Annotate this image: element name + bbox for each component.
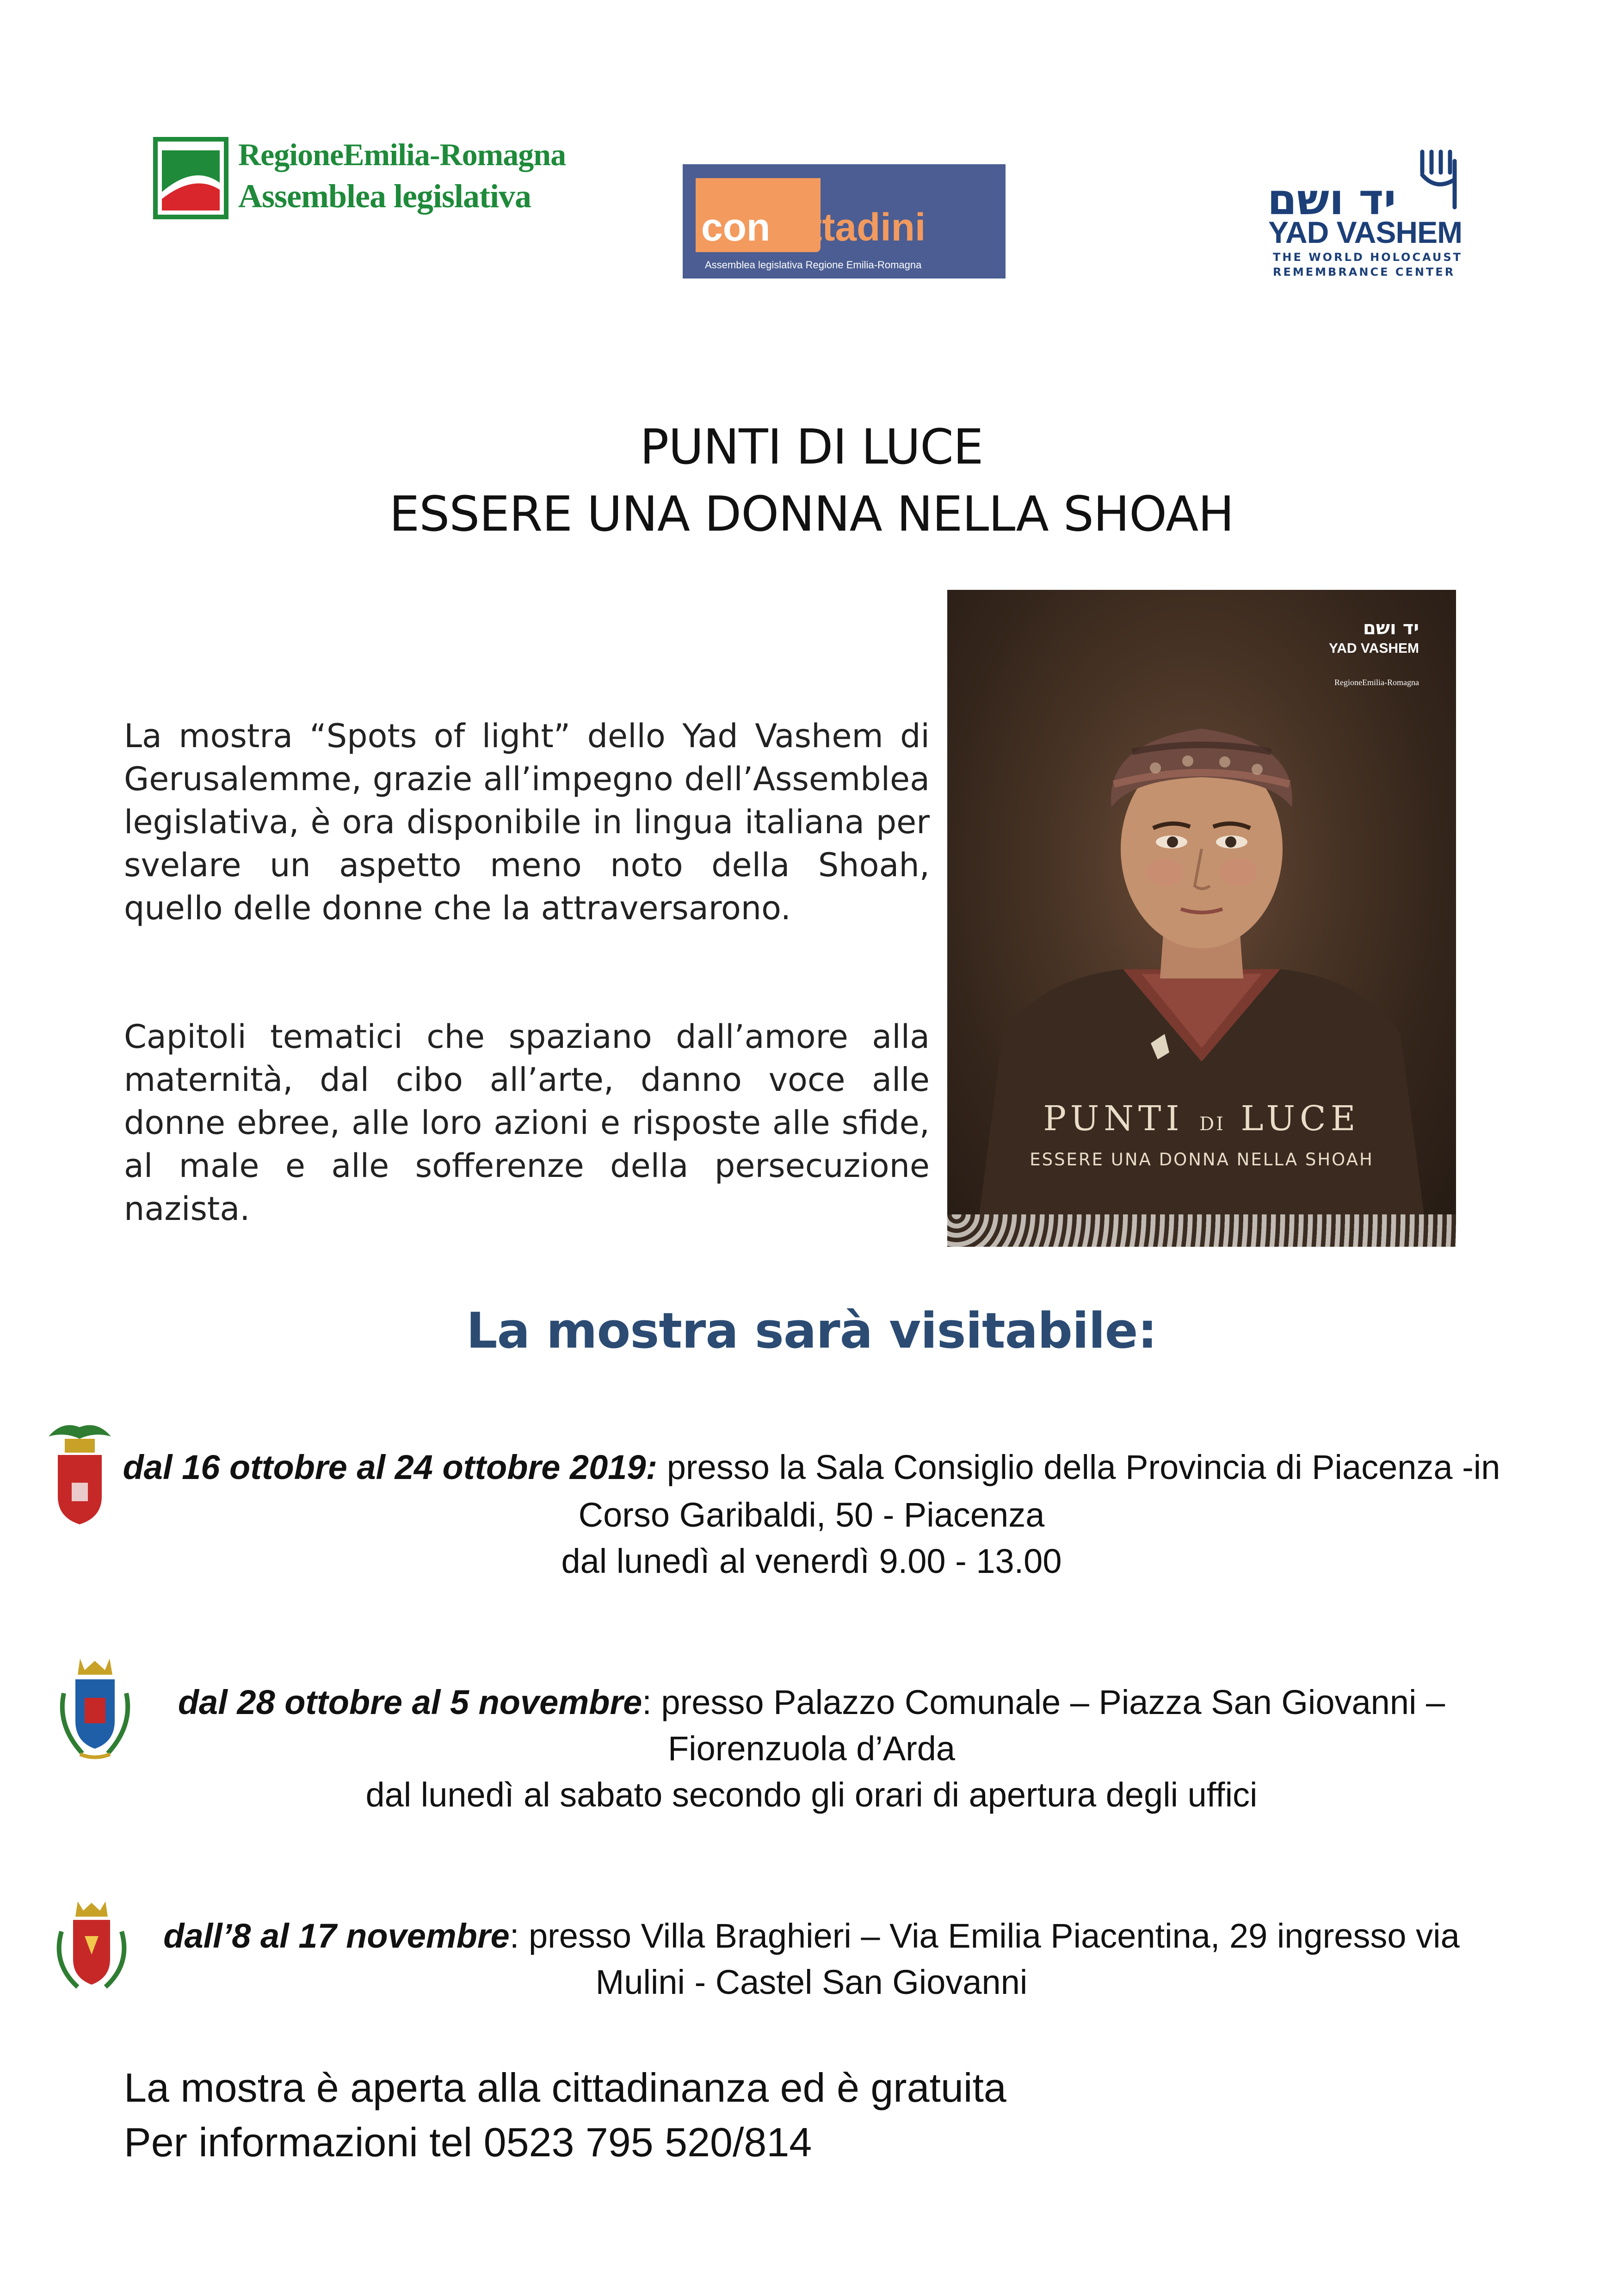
venue3-line2: Mulini - Castel San Giovanni [595,1963,1028,2001]
concittadini-logo [683,164,1006,278]
visit-heading: La mostra sarà visitabile: [466,1302,1157,1359]
venue1-location: presso la Sala Consiglio della Provincia di Piacenza -in [657,1448,1500,1486]
venue2-hours: dal lunedì al sabato secondo gli orari di apertura degli uffici [365,1776,1258,1814]
footer-info-phone: Per informazioni tel 0523 795 520/814 [124,2119,812,2165]
yad-vashem-subtitle-1: THE WORLD HOLOCAUST [1273,251,1463,264]
venue1-hours: dal lunedì al venerdì 9.00 - 13.00 [561,1542,1062,1580]
poster-logo-regione: RegioneEmilia-Romagna [1334,678,1419,687]
poster-title [947,1099,1456,1139]
title-line-1: PUNTI DI LUCE [640,419,983,475]
poster-subtitle: ESSERE UNA DONNA NELLA SHOAH [1030,1150,1374,1170]
description-paragraph-1: La mostra “Spots of light” dello Yad Vashem di Gerusalemme, grazie all’impegno dell’Assemblea legislativa, è ora disponibile in lingua italiana per svelare un aspetto meno noto della Shoah, quello delle donne che la attraversarono. [124,717,930,927]
yad-vashem-logo [1267,147,1462,281]
menorah-icon [1418,147,1459,212]
concittadini-logo-subtitle: Assemblea legislativa Regione Emilia-Romagna [705,259,922,271]
poster-title-b: LUCE [1240,1099,1360,1139]
concittadini-logo-wordmark [701,205,926,250]
venue1-line1 [0,1444,1623,1491]
regione-emilia-romagna-mark-icon [153,136,229,220]
venue2-dates: dal 28 ottobre al 5 novembre [178,1683,642,1721]
venue1-dates: dal 16 ottobre al 24 ottobre 2019: [123,1448,658,1486]
venue3-location: : presso Villa Braghieri – Via Emilia Piacentina, 29 ingresso via [509,1917,1460,1955]
regione-emilia-romagna-logo [153,136,566,222]
yad-vashem-name: YAD VASHEM [1268,215,1463,249]
venue2-location: : presso Palazzo Comunale – Piazza San Giovanni – [642,1683,1445,1721]
poster-logo-name: YAD VASHEM [1328,641,1419,656]
portrait-woman-illustration [947,590,1456,1247]
venue2-line2: Fiorenzuola d’Arda [667,1729,956,1768]
regione-logo-line1: RegioneEmilia-Romagna [238,137,566,172]
description-paragraph-2: Capitoli tematici che spaziano dall’amore alla maternità, dal cibo all’arte, danno voce alle donne ebree, alle loro azioni e risposte alle sfide, al male e alle sofferenze della persecuzione nazista. [124,1018,930,1228]
yad-vashem-subtitle-2: REMEMBRANCE CENTER [1273,266,1456,278]
exhibition-poster-image [947,590,1456,1247]
regione-logo-line2: Assemblea legislativa [238,178,531,215]
yad-vashem-hebrew: יד ושם [1267,175,1396,224]
poster-logo-hebrew: יד ושם [1363,618,1419,639]
venue3-line1 [0,1913,1623,1959]
poster-lace-border [947,1214,1456,1247]
concittadini-word-cittadini: Cittadini [770,205,926,249]
title-line-2: ESSERE UNA DONNA NELLA SHOAH [389,486,1234,542]
poster-title-a: PUNTI [1043,1099,1184,1139]
venue3-dates: dall’8 al 17 novembre [163,1917,510,1955]
concittadini-word-con: con [701,205,771,249]
poster-title-di: DI [1199,1114,1225,1135]
venue2-line1 [0,1679,1623,1726]
venue1-line2: Corso Garibaldi, 50 - Piacenza [578,1496,1045,1534]
footer-free-entry: La mostra è aperta alla cittadinanza ed è gratuita [124,2065,1006,2110]
